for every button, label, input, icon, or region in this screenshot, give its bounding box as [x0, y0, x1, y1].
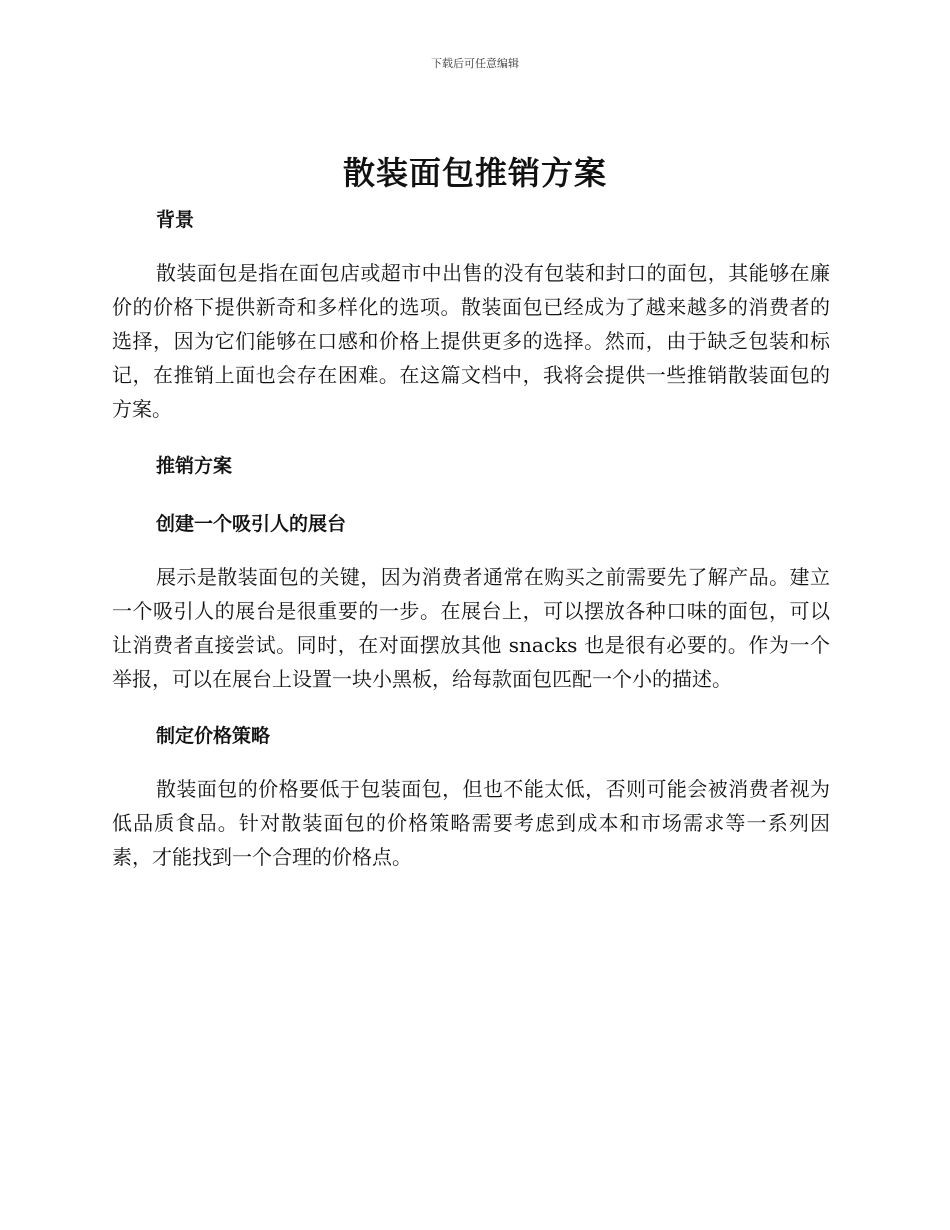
section-paragraph-display-booth: 展示是散装面包的关键，因为消费者通常在购买之前需要先了解产品。建立一个吸引人的展台是很重要的一步。在展台上，可以摆放各种口味的面包，可以让消费者直接尝试。同时，在对面摆放其他 snacks 也是很有必要的。作为一个举报，可以在展台上设置一块小黑板，给每款面包匹配一个小的描述。	[112, 565, 830, 691]
section-heading-promotion-plan: 推销方案	[156, 455, 233, 477]
section-paragraph-pricing-strategy: 散装面包的价格要低于包装面包，但也不能太低，否则可能会被消费者视为低品质食品。针对散装面包的价格策略需要考虑到成本和市场需求等一系列因素，才能找到一个合理的价格点。	[112, 777, 830, 869]
section-heading-pricing-strategy: 制定价格策略	[156, 725, 271, 747]
document-body	[112, 202, 830, 874]
section-paragraph-background: 散装面包是指在面包店或超市中出售的没有包装和封口的面包，其能够在廉价的价格下提供新奇和多样化的选项。散装面包已经成为了越来越多的消费者的选择，因为它们能够在口感和价格上提供更多的选择。然而，由于缺乏包装和标记，在推销上面也会存在困难。在这篇文档中，我将会提供一些推销散装面包的方案。	[112, 261, 830, 421]
section-heading-display-booth: 创建一个吸引人的展台	[156, 513, 347, 535]
header-note: 下载后可任意编辑	[431, 57, 519, 70]
section-heading-background: 背景	[156, 209, 195, 231]
document-title: 散装面包推销方案	[342, 154, 607, 192]
